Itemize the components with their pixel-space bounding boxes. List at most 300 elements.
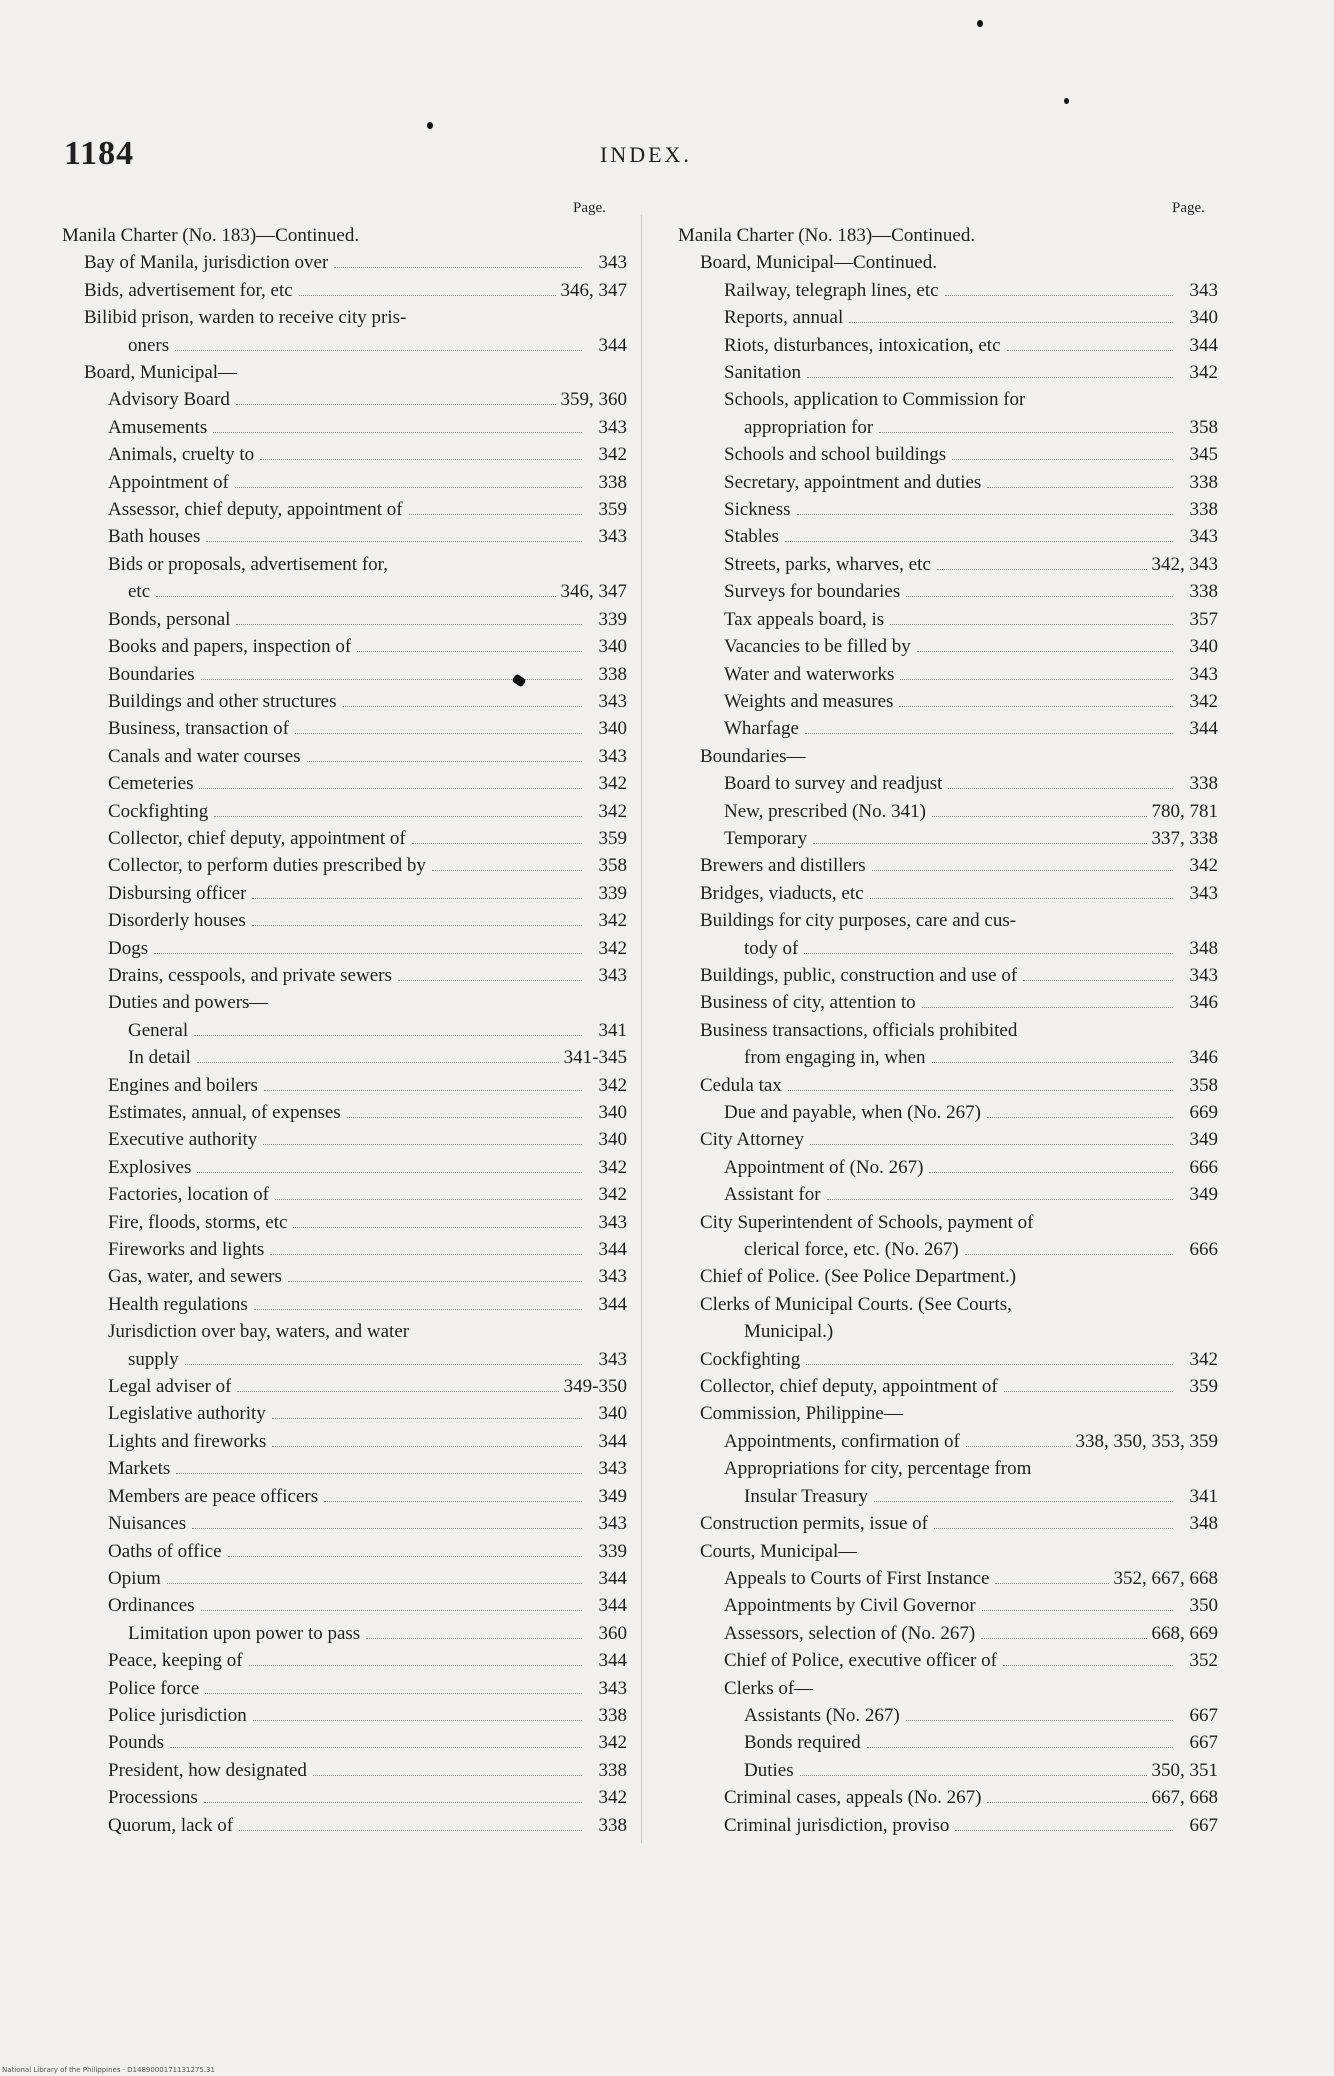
leader-dots	[1003, 1665, 1173, 1666]
index-entry	[678, 1565, 1218, 1592]
index-entry	[62, 825, 627, 852]
index-entry	[678, 935, 1218, 962]
entry-page-ref: 343	[1189, 663, 1218, 685]
entry-page-ref: 359, 360	[560, 389, 627, 411]
index-entry	[678, 1346, 1218, 1373]
index-entry	[678, 743, 1218, 770]
entry-text: Clerks of Municipal Courts. (See Courts,	[700, 1293, 1012, 1315]
index-entry	[678, 1620, 1218, 1647]
entry-text: Opium	[108, 1567, 161, 1589]
leader-dots	[205, 1693, 582, 1694]
index-entry	[678, 1373, 1218, 1400]
leader-dots	[952, 459, 1173, 460]
entry-page-ref: 349	[1189, 1129, 1218, 1151]
entry-text: Police jurisdiction	[108, 1704, 247, 1726]
entry-text: Members are peace officers	[108, 1485, 319, 1507]
leader-dots	[197, 1062, 559, 1063]
leader-dots	[154, 953, 582, 954]
index-entry	[678, 386, 1218, 413]
entry-text: Fire, floods, storms, etc	[108, 1211, 288, 1233]
leader-dots	[167, 1583, 582, 1584]
entry-text: Legal adviser of	[108, 1376, 232, 1398]
entry-text: In detail	[128, 1047, 191, 1069]
index-entry	[62, 1565, 627, 1592]
entry-page-ref: 341	[598, 1019, 627, 1041]
entry-text: Boundaries	[108, 663, 195, 685]
index-entry	[678, 496, 1218, 523]
entry-text: Cedula tax	[700, 1074, 782, 1096]
leader-dots	[263, 1144, 582, 1145]
entry-text: Tax appeals board, is	[724, 608, 885, 630]
leader-dots	[870, 898, 1173, 899]
entry-page-ref: 343	[598, 526, 627, 548]
entry-page-ref: 338	[1189, 581, 1218, 603]
leader-dots	[254, 1309, 582, 1310]
entry-page-ref: 346, 347	[560, 279, 627, 301]
entry-text: Collector, to perform duties prescribed by	[108, 855, 426, 877]
entry-text: Cockfighting	[108, 800, 209, 822]
entry-text: Bridges, viaducts, etc	[700, 882, 864, 904]
index-entry	[678, 688, 1218, 715]
index-entry	[62, 1373, 627, 1400]
entry-text: Sickness	[724, 499, 791, 521]
entry-page-ref: 339	[598, 882, 627, 904]
ink-spot	[977, 20, 983, 27]
entry-page-ref: 343	[598, 964, 627, 986]
entry-text: Appointment of (No. 267)	[724, 1156, 924, 1178]
leader-dots	[272, 1418, 582, 1419]
entry-text: New, prescribed (No. 341)	[724, 800, 926, 822]
entry-page-ref: 359	[598, 827, 627, 849]
index-entry	[678, 1483, 1218, 1510]
index-entry	[62, 1072, 627, 1099]
leader-dots	[293, 1227, 582, 1228]
entry-text: tody of	[744, 937, 799, 959]
entry-text: Temporary	[724, 827, 808, 849]
left-column-page-label: Page.	[573, 200, 606, 216]
index-entry	[62, 907, 627, 934]
left-index-column	[62, 222, 627, 1839]
entry-text: Wharfage	[724, 718, 799, 740]
entry-text: President, how designated	[108, 1759, 307, 1781]
entry-text: Schools, application to Commission for	[724, 389, 1026, 411]
entry-text: Weights and measures	[724, 690, 894, 712]
entry-text: Buildings, public, construction and use of	[700, 964, 1018, 986]
entry-text: Quorum, lack of	[108, 1814, 234, 1836]
leader-dots	[228, 1556, 582, 1557]
leader-dots	[343, 706, 583, 707]
leader-dots	[275, 1199, 582, 1200]
leader-dots	[252, 898, 582, 899]
entry-page-ref: 667	[1189, 1814, 1218, 1836]
index-entry	[62, 715, 627, 742]
index-entry	[678, 222, 1218, 249]
index-entry	[678, 1592, 1218, 1619]
entry-page-ref: 342	[598, 937, 627, 959]
leader-dots	[867, 1747, 1173, 1748]
entry-text: Bonds required	[744, 1732, 861, 1754]
entry-text: Bids or proposals, advertisement for,	[108, 553, 388, 575]
leader-dots	[879, 432, 1173, 433]
entry-page-ref: 345	[1189, 444, 1218, 466]
index-entry	[62, 606, 627, 633]
leader-dots	[199, 788, 582, 789]
leader-dots	[213, 432, 582, 433]
leader-dots	[906, 596, 1173, 597]
entry-page-ref: 346, 347	[560, 581, 627, 603]
leader-dots	[194, 1035, 582, 1036]
entry-text: Business transactions, officials prohibited	[700, 1019, 1018, 1041]
index-entry	[678, 1099, 1218, 1126]
right-index-column	[678, 222, 1218, 1839]
index-entry	[678, 825, 1218, 852]
leader-dots	[932, 1062, 1173, 1063]
leader-dots	[412, 843, 582, 844]
index-entry	[62, 277, 627, 304]
index-entry	[62, 935, 627, 962]
entry-page-ref: 343	[598, 690, 627, 712]
entry-text: clerical force, etc. (No. 267)	[744, 1239, 959, 1261]
leader-dots	[307, 761, 582, 762]
index-entry	[62, 1099, 627, 1126]
index-entry	[62, 633, 627, 660]
entry-page-ref: 340	[1189, 636, 1218, 658]
index-entry	[62, 1538, 627, 1565]
leader-dots	[206, 541, 582, 542]
index-entry	[678, 1291, 1218, 1318]
entry-text: Appointments by Civil Governor	[724, 1595, 976, 1617]
entry-page-ref: 358	[1189, 1074, 1218, 1096]
leader-dots	[239, 1830, 582, 1831]
index-entry	[62, 1784, 627, 1811]
index-entry	[678, 1263, 1218, 1290]
entry-text: Bilibid prison, warden to receive city pris-	[84, 307, 407, 329]
entry-page-ref: 357	[1189, 608, 1218, 630]
entry-text: Board, Municipal—Continued.	[700, 252, 937, 274]
entry-page-ref: 340	[598, 1129, 627, 1151]
index-entry	[678, 441, 1218, 468]
leader-dots	[334, 267, 582, 268]
index-entry	[678, 1318, 1218, 1345]
index-entry	[678, 304, 1218, 331]
entry-page-ref: 342	[1189, 362, 1218, 384]
entry-text: Appropriations for city, percentage from	[724, 1458, 1032, 1480]
index-entry	[62, 1483, 627, 1510]
index-entry	[62, 1757, 627, 1784]
index-entry	[62, 1263, 627, 1290]
leader-dots	[934, 1528, 1173, 1529]
leader-dots	[313, 1775, 582, 1776]
index-entry	[62, 1428, 627, 1455]
leader-dots	[366, 1638, 582, 1639]
entry-page-ref: 340	[598, 636, 627, 658]
entry-page-ref: 349-350	[563, 1376, 627, 1398]
leader-dots	[272, 1446, 582, 1447]
entry-page-ref: 342, 343	[1151, 553, 1218, 575]
leader-dots	[357, 651, 582, 652]
entry-page-ref: 338	[598, 663, 627, 685]
index-entry	[62, 1400, 627, 1427]
entry-text: Reports, annual	[724, 307, 844, 329]
leader-dots	[201, 1610, 582, 1611]
entry-text: Buildings and other structures	[108, 690, 337, 712]
index-entry	[62, 469, 627, 496]
leader-dots	[295, 733, 582, 734]
entry-page-ref: 340	[598, 1403, 627, 1425]
index-entry	[678, 1400, 1218, 1427]
entry-text: Appeals to Courts of First Instance	[724, 1567, 990, 1589]
entry-text: from engaging in, when	[744, 1047, 926, 1069]
entry-page-ref: 342	[598, 1074, 627, 1096]
leader-dots	[849, 322, 1173, 323]
index-entry	[678, 1017, 1218, 1044]
leader-dots	[785, 541, 1173, 542]
leader-dots	[966, 1446, 1071, 1447]
entry-text: Sanitation	[724, 362, 802, 384]
entry-page-ref: 338	[598, 1759, 627, 1781]
leader-dots	[324, 1501, 582, 1502]
entry-page-ref: 350	[1189, 1595, 1218, 1617]
index-entry	[62, 962, 627, 989]
entry-text: Manila Charter (No. 183)—Continued.	[62, 225, 360, 246]
entry-page-ref: 343	[1189, 964, 1218, 986]
entry-text: Amusements	[108, 416, 208, 438]
entry-text: Business, transaction of	[108, 718, 290, 740]
entry-page-ref: 349	[598, 1485, 627, 1507]
leader-dots	[900, 679, 1173, 680]
entry-page-ref: 343	[1189, 882, 1218, 904]
entry-page-ref: 338	[598, 1704, 627, 1726]
leader-dots	[1007, 350, 1173, 351]
leader-dots	[995, 1583, 1108, 1584]
leader-dots	[347, 1117, 582, 1118]
leader-dots	[288, 1281, 582, 1282]
entry-page-ref: 340	[598, 1102, 627, 1123]
index-entry	[62, 222, 627, 249]
entry-text: Criminal cases, appeals (No. 267)	[724, 1787, 982, 1809]
leader-dots	[922, 1007, 1173, 1008]
entry-text: Riots, disturbances, intoxication, etc	[724, 334, 1001, 356]
entry-text: Bonds, personal	[108, 608, 231, 630]
entry-page-ref: 342	[598, 800, 627, 822]
index-entry	[678, 414, 1218, 441]
entry-page-ref: 349	[1189, 1184, 1218, 1206]
leader-dots	[955, 1830, 1173, 1831]
entry-text: Boundaries—	[700, 745, 806, 767]
entry-page-ref: 343	[1189, 279, 1218, 301]
entry-text: Lights and fireworks	[108, 1430, 267, 1452]
index-entry	[678, 1510, 1218, 1537]
leader-dots	[270, 1254, 582, 1255]
entry-text: Dogs	[108, 937, 149, 959]
index-entry	[678, 1044, 1218, 1071]
entry-text: Fireworks and lights	[108, 1239, 265, 1261]
index-entry	[678, 1729, 1218, 1756]
entry-text: Appointments, confirmation of	[724, 1430, 960, 1452]
entry-page-ref: 360	[598, 1622, 627, 1644]
leader-dots	[432, 870, 582, 871]
index-entry	[62, 852, 627, 879]
index-entry	[678, 359, 1218, 386]
entry-text: Processions	[108, 1787, 198, 1809]
index-entry	[62, 332, 627, 359]
index-entry	[62, 523, 627, 550]
leader-dots	[214, 816, 582, 817]
page-number: 1184	[64, 135, 135, 172]
leader-dots	[932, 816, 1147, 817]
entry-page-ref: 348	[1189, 937, 1218, 959]
entry-text: Books and papers, inspection of	[108, 636, 352, 658]
index-entry	[62, 1209, 627, 1236]
leader-dots	[890, 624, 1173, 625]
entry-text: Drains, cesspools, and private sewers	[108, 964, 392, 986]
leader-dots	[987, 487, 1173, 488]
entry-text: Pounds	[108, 1732, 164, 1754]
entry-page-ref: 667, 668	[1151, 1787, 1218, 1809]
entry-page-ref: 344	[598, 1567, 627, 1589]
leader-dots	[176, 1473, 582, 1474]
entry-text: Railway, telegraph lines, etc	[724, 279, 939, 301]
entry-text: Municipal.)	[744, 1321, 834, 1343]
leader-dots	[237, 1391, 558, 1392]
entry-text: Assistant for	[724, 1184, 821, 1206]
entry-page-ref: 667	[1189, 1704, 1218, 1726]
index-entry	[62, 1346, 627, 1373]
entry-page-ref: 342	[1189, 690, 1218, 712]
index-entry	[678, 332, 1218, 359]
index-entry	[62, 1181, 627, 1208]
entry-page-ref: 352	[1189, 1650, 1218, 1672]
index-entry	[62, 1702, 627, 1729]
entry-text: City Superintendent of Schools, payment of	[700, 1211, 1034, 1233]
entry-page-ref: 338	[1189, 773, 1218, 795]
index-entry	[678, 1181, 1218, 1208]
entry-text: appropriation for	[744, 416, 874, 438]
entry-page-ref: 346	[1189, 992, 1218, 1014]
leader-dots	[409, 514, 582, 515]
entry-text: Courts, Municipal—	[700, 1540, 858, 1562]
index-entry	[62, 688, 627, 715]
index-entry	[62, 1044, 627, 1071]
entry-text: Business of city, attention to	[700, 992, 916, 1014]
index-entry	[62, 1126, 627, 1153]
entry-text: Assessor, chief deputy, appointment of	[108, 499, 403, 521]
index-entry	[678, 715, 1218, 742]
entry-page-ref: 343	[598, 252, 627, 274]
running-head: INDEX.	[600, 142, 692, 167]
entry-page-ref: 348	[1189, 1513, 1218, 1535]
entry-page-ref: 342	[598, 1732, 627, 1754]
entry-text: Executive authority	[108, 1129, 258, 1151]
index-entry	[62, 578, 627, 605]
entry-page-ref: 344	[598, 1293, 627, 1315]
index-entry	[62, 1592, 627, 1619]
entry-page-ref: 343	[598, 1677, 627, 1699]
entry-text: oners	[128, 334, 170, 356]
entry-page-ref: 344	[1189, 334, 1218, 356]
leader-dots	[252, 925, 582, 926]
leader-dots	[800, 1775, 1147, 1776]
entry-text: Ordinances	[108, 1595, 195, 1617]
entry-page-ref: 341-345	[563, 1047, 627, 1069]
index-entry	[678, 1154, 1218, 1181]
index-entry	[62, 359, 627, 386]
entry-text: Canals and water courses	[108, 745, 301, 767]
entry-page-ref: 339	[598, 1540, 627, 1562]
index-entry	[62, 1318, 627, 1345]
entry-page-ref: 358	[1189, 416, 1218, 438]
index-entry	[678, 1538, 1218, 1565]
index-entry	[62, 386, 627, 413]
entry-page-ref: 666	[1189, 1239, 1218, 1261]
entry-page-ref: 344	[598, 334, 627, 356]
entry-text: Limitation upon power to pass	[128, 1622, 361, 1644]
index-entry	[62, 1647, 627, 1674]
entry-page-ref: 338	[598, 471, 627, 493]
leader-dots	[945, 295, 1173, 296]
leader-dots	[906, 1720, 1173, 1721]
entry-page-ref: 343	[598, 745, 627, 767]
entry-text: Cockfighting	[700, 1348, 801, 1370]
entry-text: Cemeteries	[108, 773, 194, 795]
index-entry	[678, 1647, 1218, 1674]
index-entry	[678, 1072, 1218, 1099]
leader-dots	[810, 1144, 1173, 1145]
index-entry	[678, 1126, 1218, 1153]
index-entry	[62, 414, 627, 441]
entry-page-ref: 780, 781	[1151, 800, 1218, 822]
entry-page-ref: 359	[598, 499, 627, 521]
entry-page-ref: 359	[1189, 1376, 1218, 1398]
entry-page-ref: 338	[1189, 471, 1218, 493]
entry-text: Chief of Police. (See Police Department.)	[700, 1266, 1017, 1288]
leader-dots	[175, 350, 582, 351]
leader-dots	[204, 1802, 582, 1803]
entry-page-ref: 343	[598, 1458, 627, 1480]
leader-dots	[299, 295, 556, 296]
index-entry	[678, 661, 1218, 688]
entry-page-ref: 338	[1189, 499, 1218, 521]
leader-dots	[917, 651, 1173, 652]
ink-spot	[1064, 98, 1069, 104]
leader-dots	[987, 1117, 1173, 1118]
entry-page-ref: 668, 669	[1151, 1622, 1218, 1644]
leader-dots	[807, 377, 1173, 378]
index-entry	[62, 661, 627, 688]
entry-text: Chief of Police, executive officer of	[724, 1650, 997, 1672]
entry-text: supply	[128, 1348, 179, 1370]
entry-text: Assessors, selection of (No. 267)	[724, 1622, 976, 1644]
entry-text: Manila Charter (No. 183)—Continued.	[678, 225, 976, 246]
entry-text: Buildings for city purposes, care and cus-	[700, 910, 1017, 932]
entry-text: Collector, chief deputy, appointment of	[108, 827, 406, 849]
entry-text: Engines and boilers	[108, 1074, 258, 1096]
entry-text: Bids, advertisement for, etc	[84, 279, 293, 301]
index-entry	[678, 907, 1218, 934]
leader-dots	[398, 980, 582, 981]
index-entry	[678, 633, 1218, 660]
leader-dots	[813, 843, 1146, 844]
entry-page-ref: 346	[1189, 1047, 1218, 1069]
entry-text: Health regulations	[108, 1293, 248, 1315]
entry-page-ref: 338, 350, 353, 359	[1075, 1430, 1218, 1452]
leader-dots	[156, 596, 555, 597]
entry-text: Gas, water, and sewers	[108, 1266, 282, 1288]
leader-dots	[806, 1364, 1173, 1365]
entry-text: Bath houses	[108, 526, 201, 548]
leader-dots	[236, 404, 556, 405]
index-entry	[62, 1675, 627, 1702]
